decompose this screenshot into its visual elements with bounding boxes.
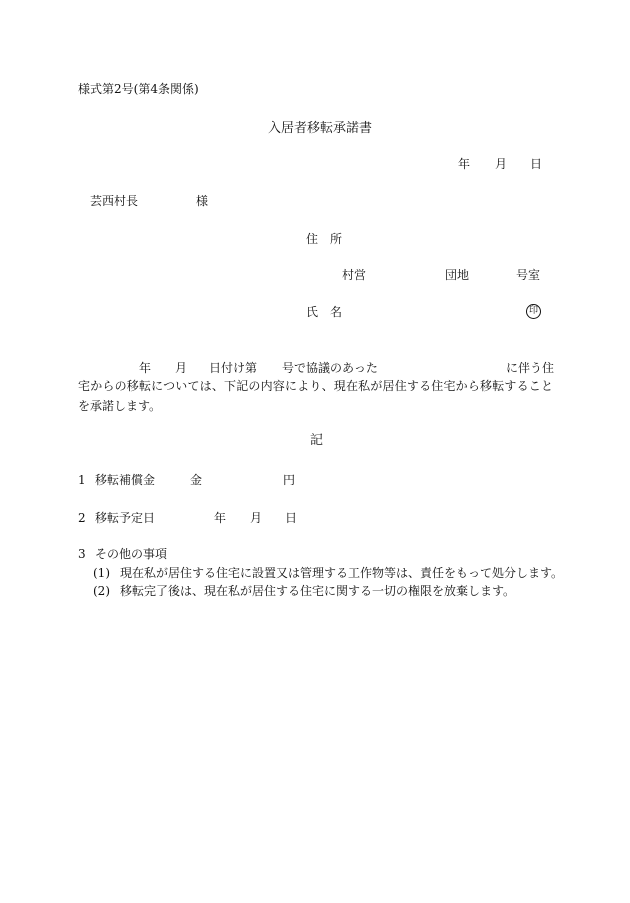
- housing-room: 号室: [516, 268, 541, 282]
- body-month: 月: [175, 361, 188, 375]
- address-label: 住 所: [306, 232, 343, 246]
- item-2-label: 移転予定日: [95, 511, 156, 525]
- addressee-name: 芸西村長: [90, 194, 139, 208]
- document-title: 入居者移転承諾書: [268, 121, 373, 136]
- subitem-1-number: (1): [93, 566, 110, 580]
- item-1-label: 移転補償金: [95, 473, 156, 487]
- housing-estate: 団地: [445, 268, 470, 282]
- item-3-label: その他の事項: [95, 547, 168, 561]
- date-day: 日: [530, 157, 543, 171]
- date-year: 年: [458, 157, 471, 171]
- subitem-2-text: 移転完了後は、現在私が居住する住宅に関する一切の権限を放棄します。: [120, 584, 516, 598]
- body-accompany: に伴う住: [506, 361, 555, 375]
- seal-mark: 印: [526, 304, 541, 319]
- name-label: 氏 名: [306, 305, 343, 319]
- housing-village: 村営: [342, 268, 367, 282]
- date-month: 月: [495, 157, 508, 171]
- body-dated-no: 日付け第: [209, 361, 258, 375]
- item-1-kin: 金: [190, 473, 203, 487]
- item-3-number: 3: [78, 547, 86, 561]
- addressee-honorific: 様: [196, 194, 209, 208]
- item-1-yen: 円: [283, 473, 296, 487]
- item-2-day: 日: [285, 511, 298, 525]
- body-paragraph: 宅からの移転については、下記の内容により、現在私が居住する住宅から移転することを承諾します。: [78, 379, 553, 413]
- item-2-number: 2: [78, 511, 86, 525]
- item-2-month: 月: [250, 511, 263, 525]
- subitem-2-number: (2): [93, 584, 110, 598]
- item-1-number: 1: [78, 473, 86, 487]
- ki-heading: 記: [310, 433, 324, 448]
- body-discussed: 号で協議のあった: [282, 361, 378, 375]
- subitem-1-text: 現在私が居住する住宅に設置又は管理する工作物等は、責任をもって処分します。: [120, 566, 564, 580]
- form-label: 様式第2号(第4条関係): [78, 82, 199, 96]
- body-year: 年: [139, 361, 152, 375]
- item-2-year: 年: [214, 511, 227, 525]
